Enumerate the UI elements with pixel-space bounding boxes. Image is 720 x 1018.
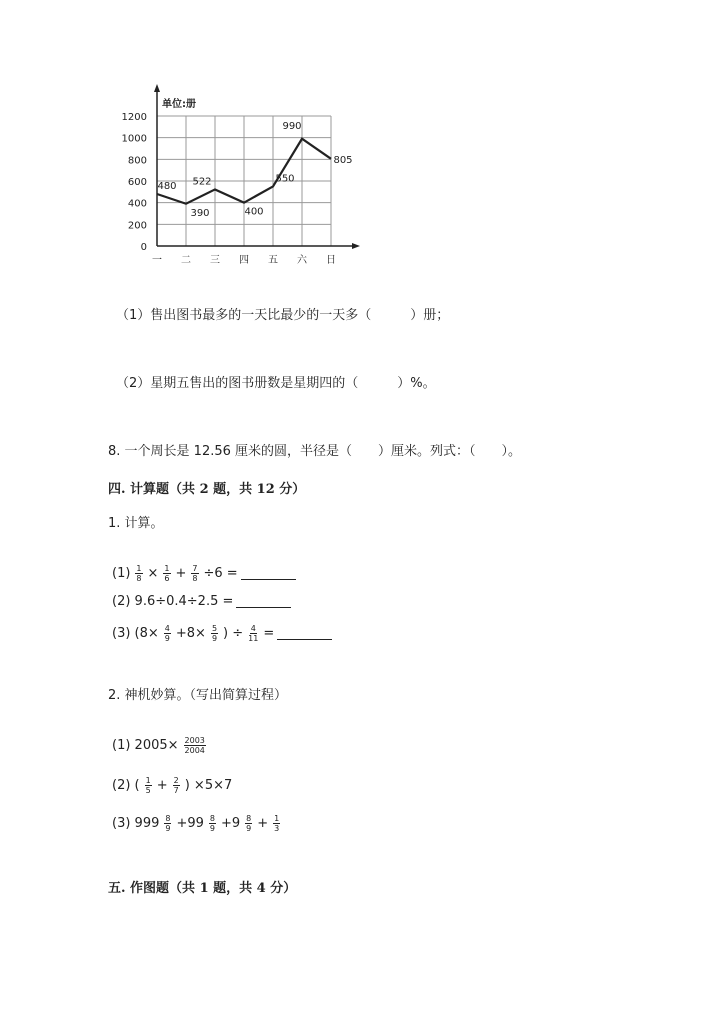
sales-line-chart: [0, 0, 720, 280]
denominator: 8: [136, 574, 142, 583]
x-tick-label: 五: [268, 255, 278, 266]
fraction: [145, 776, 152, 795]
x-tick-label: 日: [326, 255, 336, 266]
section-5-heading: 五. 作图题（共 1 题，共 4 分）: [108, 881, 297, 896]
expression-text: ) ÷: [223, 626, 244, 641]
data-label: 480: [157, 181, 177, 192]
denominator: 8: [192, 574, 198, 583]
denominator: 9: [209, 824, 215, 833]
numerator: 2003: [184, 736, 205, 745]
numerator: 5: [211, 624, 218, 633]
x-tick-label: 三: [210, 255, 220, 266]
x-tick-label: 六: [297, 255, 307, 266]
expression-text: (2) 9.6÷0.4÷2.5 =: [112, 594, 234, 609]
expression-item: [110, 776, 234, 795]
x-tick-label: 四: [239, 255, 249, 266]
x-tick-label: 一: [152, 255, 162, 266]
expression-text: (1): [112, 566, 131, 581]
fraction: [273, 814, 280, 833]
fraction: [191, 564, 198, 583]
data-label: 390: [190, 207, 210, 219]
y-tick-label: 200: [127, 220, 147, 232]
numerator: 1: [136, 564, 142, 573]
fraction: [164, 814, 171, 833]
expression-text: +: [257, 816, 269, 831]
expression-text: (3) 999: [112, 816, 160, 831]
question-7-2: （2）星期五售出的图书册数是星期四的（ ）%。: [116, 376, 436, 391]
answer-blank[interactable]: [236, 595, 291, 608]
expression-text: ÷6 =: [203, 566, 238, 581]
y-tick-label: 0: [140, 242, 147, 253]
problem-2-title: 2. 神机妙算。（写出简算过程）: [108, 688, 288, 703]
fraction: [248, 624, 258, 643]
denominator: 9: [246, 824, 252, 833]
numerator: 4: [250, 624, 256, 633]
numerator: 2: [173, 776, 179, 785]
fraction: [173, 776, 180, 795]
expression-text: +: [175, 566, 187, 581]
expression-item: [110, 814, 283, 833]
numerator: 8: [165, 814, 171, 823]
answer-blank[interactable]: [241, 567, 296, 580]
x-tick-label: 二: [181, 255, 191, 266]
fraction: [209, 814, 216, 833]
expression-text: +99: [176, 816, 204, 831]
data-label: 522: [192, 176, 212, 188]
expression-text: ) ×5×7: [184, 778, 233, 793]
numerator: 7: [192, 564, 198, 573]
y-tick-label: 1000: [121, 133, 147, 145]
denominator: 9: [211, 634, 218, 643]
numerator: 1: [274, 814, 280, 823]
section-4-heading: 四. 计算题（共 2 题，共 12 分）: [108, 482, 306, 497]
numerator: 4: [164, 624, 170, 633]
data-label: 550: [275, 173, 295, 185]
expression-item: [110, 564, 296, 583]
expression-text: +8×: [175, 626, 206, 641]
denominator: 6: [164, 574, 170, 583]
denominator: 9: [165, 824, 171, 833]
fraction: [211, 624, 218, 643]
numerator: 1: [164, 564, 170, 573]
y-tick-label: 800: [127, 155, 147, 167]
denominator: 11: [248, 634, 259, 643]
data-label: 990: [282, 120, 302, 132]
answer-blank[interactable]: [277, 627, 332, 640]
unit-label: 单位:册: [162, 99, 196, 110]
fraction: [245, 814, 252, 833]
x-axis-arrow: [352, 243, 360, 249]
numerator: 1: [145, 776, 151, 785]
denominator: 5: [145, 786, 151, 795]
data-label: 805: [333, 154, 353, 166]
y-tick-label: 1200: [121, 112, 147, 123]
expression-text: (1) 2005×: [112, 738, 179, 753]
fraction: [164, 624, 171, 643]
fraction: [135, 564, 142, 583]
expression-text: (3) (8×: [112, 626, 159, 641]
expression-text: +: [156, 778, 168, 793]
denominator: 7: [173, 786, 179, 795]
expression-text: +9: [221, 816, 241, 831]
y-axis-arrow: [154, 84, 160, 92]
denominator: 3: [274, 824, 280, 833]
data-label: 400: [244, 206, 264, 218]
problem-1-title: 1. 计算。: [108, 516, 164, 531]
denominator: 2004: [184, 746, 205, 755]
expression-item: [110, 736, 209, 755]
expression-text: (2) (: [112, 778, 140, 793]
expression-text: =: [263, 626, 275, 641]
y-tick-label: 400: [127, 198, 147, 210]
expression-text: ×: [147, 566, 159, 581]
question-8: 8. 一个周长是 12.56 厘米的圆，半径是（ ）厘米。列式：（ ）。: [108, 444, 522, 459]
fraction: [163, 564, 170, 583]
expression-item: [110, 624, 332, 643]
fraction: [184, 736, 206, 755]
y-tick-label: 600: [127, 177, 147, 188]
numerator: 8: [209, 814, 215, 823]
question-7-1: （1）售出图书最多的一天比最少的一天多（ ）册；: [116, 308, 450, 323]
expression-item: [110, 594, 291, 609]
numerator: 8: [246, 814, 252, 823]
denominator: 9: [164, 634, 170, 643]
